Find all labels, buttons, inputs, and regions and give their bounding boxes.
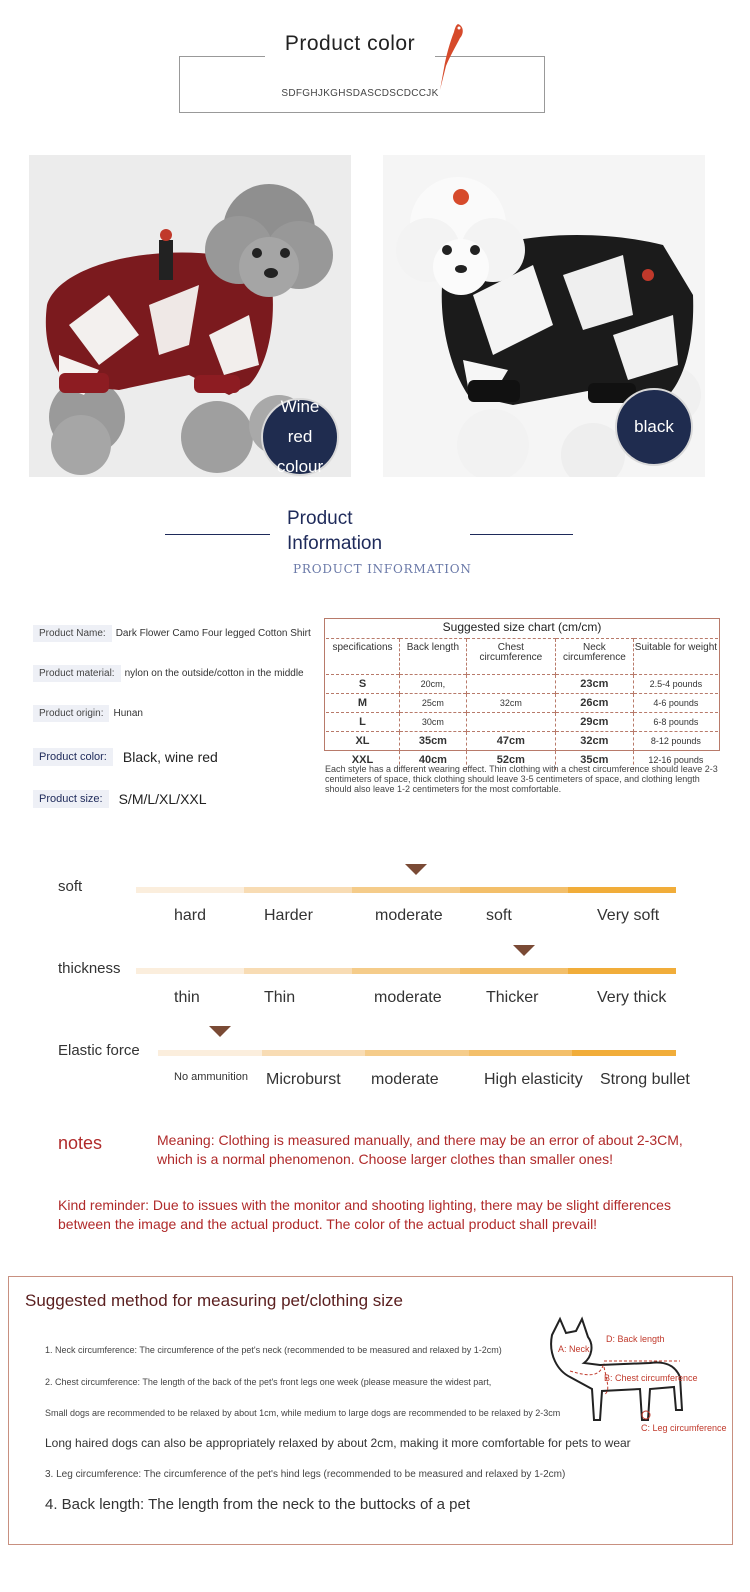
scale-tick: Thicker bbox=[486, 989, 539, 1006]
measure-line-small-dogs: Small dogs are recommended to be relaxed by about 1cm, while medium to large dogs are recommended to be relaxed by 2-3cm bbox=[45, 1408, 561, 1418]
neck-cell: 35cm bbox=[555, 751, 633, 770]
table-row bbox=[326, 675, 718, 694]
scale-marker-elastic-icon bbox=[209, 1026, 231, 1037]
neck-cell: 32cm bbox=[555, 732, 633, 751]
diagram-label-leg: C: Leg circumference bbox=[641, 1423, 727, 1433]
scale-tick: Strong bullet bbox=[600, 1071, 690, 1088]
chest-cell bbox=[466, 713, 555, 732]
size-chart-table bbox=[326, 638, 718, 770]
variant-badge-black bbox=[615, 388, 693, 466]
notes-reminder: Kind reminder: Due to issues with the monitor and shooting lighting, there may be slight differences between the image and the actual product. The color of the actual product shall prevail! bbox=[58, 1197, 671, 1232]
back-cell: 40cm bbox=[400, 751, 467, 770]
header-cell: Suitable for weight bbox=[633, 639, 718, 675]
scale-label-soft: soft bbox=[58, 878, 83, 895]
weight-cell: 2.5-4 pounds bbox=[633, 675, 718, 694]
info-value: Dark Flower Camo Four legged Cotton Shirt bbox=[115, 627, 311, 639]
header-cell: Chest circumference bbox=[466, 639, 555, 675]
neck-cell: 23cm bbox=[555, 675, 633, 694]
info-value: Hunan bbox=[113, 707, 143, 719]
size-chart-header-row bbox=[326, 639, 718, 675]
measure-line-neck: 1. Neck circumference: The circumference of the pet's neck (recommended to be measured and relaxed by 1-2cm) bbox=[45, 1345, 502, 1355]
scale-tick: Thin bbox=[264, 989, 296, 1006]
size-cell: XL bbox=[326, 732, 400, 751]
header-cell: Neck circumference bbox=[555, 639, 633, 675]
scale-tick: Very soft bbox=[597, 907, 660, 924]
scale-bar-elastic bbox=[158, 1050, 676, 1056]
info-label: Product material: bbox=[33, 665, 121, 682]
color-section-subtitle: SDFGHJKGHSDASCDSCDCCJK bbox=[281, 88, 439, 99]
info-value: S/M/L/XL/XXL bbox=[118, 791, 207, 807]
neck-cell: 29cm bbox=[555, 713, 633, 732]
info-header-line-left bbox=[165, 534, 270, 535]
size-cell: XXL bbox=[326, 751, 400, 770]
parrot-icon bbox=[436, 22, 466, 92]
variant-badge-wine-red bbox=[261, 398, 339, 476]
weight-cell: 4-6 pounds bbox=[633, 694, 718, 713]
scale-tick: moderate bbox=[375, 907, 443, 924]
size-chart-title: Suggested size chart (cm/cm) bbox=[442, 620, 602, 634]
color-section-title: Product color bbox=[284, 32, 416, 55]
info-label: Product origin: bbox=[33, 705, 109, 722]
back-cell: 35cm bbox=[400, 732, 467, 751]
info-header-line-right bbox=[470, 534, 573, 535]
notes-label: notes bbox=[58, 1133, 103, 1153]
table-row bbox=[326, 732, 718, 751]
weight-cell: 6-8 pounds bbox=[633, 713, 718, 732]
back-cell: 30cm bbox=[400, 713, 467, 732]
back-cell: 20cm, bbox=[400, 675, 467, 694]
info-row-origin bbox=[33, 700, 143, 726]
header-cell: Back length bbox=[400, 639, 467, 675]
back-cell: 25cm bbox=[400, 694, 467, 713]
info-value: nylon on the outside/cotton in the middle bbox=[124, 667, 304, 679]
info-label: Product color: bbox=[33, 748, 113, 766]
diagram-label-neck: A: Neck bbox=[558, 1344, 590, 1354]
scale-tick: soft bbox=[486, 907, 512, 924]
scale-marker-soft-icon bbox=[405, 864, 427, 875]
measure-line-long-haired: Long haired dogs can also be appropriately relaxed by about 2cm, making it more comfortable for pets to wear bbox=[45, 1436, 631, 1450]
scale-tick: Harder bbox=[264, 907, 313, 924]
chest-cell: 52cm bbox=[466, 751, 555, 770]
size-cell: M bbox=[326, 694, 400, 713]
weight-cell: 8-12 pounds bbox=[633, 732, 718, 751]
scale-tick: High elasticity bbox=[484, 1071, 583, 1088]
diagram-label-chest: B: Chest circumference bbox=[604, 1373, 698, 1383]
chest-cell bbox=[466, 675, 555, 694]
product-photo-black[interactable] bbox=[383, 155, 705, 477]
color-header-line-left bbox=[179, 56, 265, 57]
product-photo-wine-red[interactable] bbox=[29, 155, 351, 477]
scale-tick: moderate bbox=[374, 989, 442, 1006]
scale-tick: Microburst bbox=[266, 1071, 341, 1088]
scale-tick: hard bbox=[174, 907, 207, 924]
scale-tick: Very thick bbox=[597, 989, 667, 1006]
table-row bbox=[326, 713, 718, 732]
scale-tick: thin bbox=[174, 989, 200, 1006]
measure-line-leg: 3. Leg circumference: The circumference of the pet's hind legs (recommended to be measured and relaxed by 1-2cm) bbox=[45, 1469, 566, 1480]
measure-line-back: 4. Back length: The length from the neck to the buttocks of a pet bbox=[45, 1496, 470, 1513]
info-row-color bbox=[33, 744, 218, 770]
info-row-size bbox=[33, 786, 207, 812]
variant-label: black bbox=[634, 417, 674, 436]
scale-label-elastic: Elastic force bbox=[58, 1042, 140, 1059]
size-chart-note: Each style has a different wearing effect. Thin clothing with a chest circumference should leave 2-3 centimeters of space, thick clothing should leave 3-5 centimeters of space, and clothing length should also leave 1-2 centimeters for the most comfortable. bbox=[325, 764, 718, 794]
chest-cell: 32cm bbox=[466, 694, 555, 713]
size-cell: L bbox=[326, 713, 400, 732]
info-row-name bbox=[33, 620, 311, 646]
info-value: Black, wine red bbox=[122, 749, 218, 765]
measure-line-chest: 2. Chest circumference: The length of the back of the pet's front legs one week (please measure the widest part, bbox=[45, 1377, 492, 1387]
scale-tick: No ammunition bbox=[174, 1071, 248, 1083]
info-row-material bbox=[33, 660, 304, 686]
chest-cell: 47cm bbox=[466, 732, 555, 751]
scale-marker-thickness-icon bbox=[513, 945, 535, 956]
table-row bbox=[326, 694, 718, 713]
header-cell: specifications bbox=[326, 639, 400, 675]
scale-label-thickness: thickness bbox=[58, 960, 121, 977]
notes-meaning: Meaning: Clothing is measured manually, and there may be an error of about 2-3CM, which is a normal phenomenon. Choose larger clothes than smaller ones! bbox=[157, 1132, 683, 1167]
size-cell: S bbox=[326, 675, 400, 694]
info-section-subtitle: PRODUCT INFORMATION bbox=[293, 562, 472, 576]
scale-bar-thickness bbox=[136, 968, 676, 974]
variant-label: Wine red colour bbox=[276, 397, 324, 476]
measure-section-title: Suggested method for measuring pet/clothing size bbox=[25, 1291, 404, 1310]
neck-cell: 26cm bbox=[555, 694, 633, 713]
diagram-label-back: D: Back length bbox=[606, 1334, 665, 1344]
color-header-frame bbox=[179, 56, 545, 113]
scale-bar-soft bbox=[136, 887, 676, 893]
dog-outline-icon bbox=[530, 1315, 730, 1425]
weight-cell: 12-16 pounds bbox=[633, 751, 718, 770]
info-label: Product Name: bbox=[33, 625, 112, 642]
info-section-title: Product Information bbox=[287, 508, 383, 554]
scale-tick: moderate bbox=[371, 1071, 439, 1088]
info-label: Product size: bbox=[33, 790, 109, 808]
